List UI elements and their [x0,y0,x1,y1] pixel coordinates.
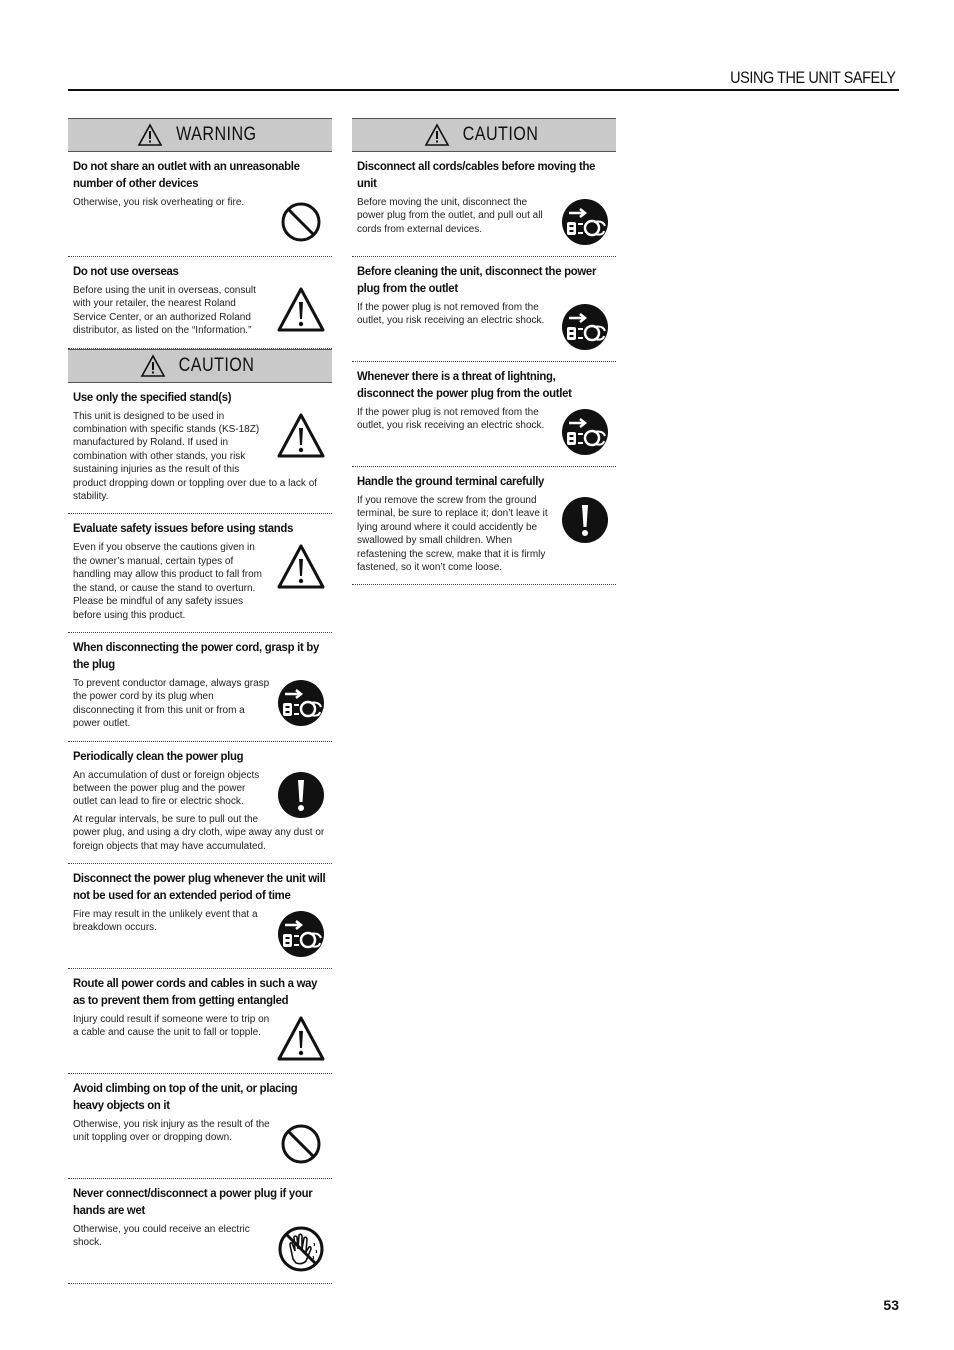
safety-item [68,633,332,742]
caution-triangle-icon [277,1015,327,1065]
safety-item-heading: Do not use overseas [73,264,179,278]
caution-section-left [68,349,332,1284]
caution-title-left: CAUTION [178,354,254,376]
safety-item-heading: Use only the specified stand(s) [73,389,232,404]
safety-item-heading: Never connect/disconnect a power plug if your hands are wet [73,1185,313,1217]
caution-title-right: CAUTION [462,124,538,145]
safety-item-text: Injury could result if someone were to trip on a cable and cause the unit to fall or topple. [73,1013,270,1039]
safety-item-text: Before moving the unit, disconnect the power plug from the outlet, and pull out all cords from external devices. [357,197,543,235]
unplug-icon [561,198,611,248]
safety-item-heading: Route all power cords and cables in such a way as to prevent them from getting entangled [73,975,318,1007]
safety-item-text: If the power plug is not removed from the outlet, you risk receiving an electric shock. [357,407,545,432]
safety-item [352,257,616,362]
safety-item [68,514,332,632]
unplug-icon [277,910,327,960]
warning-title: WARNING [175,124,257,145]
left-column [68,118,332,1284]
caution-band-right [352,118,616,152]
safety-item-text: Even if you observe the cautions given in the owner’s manual, certain types of handling may allow this product to fall from the stand, or cause the stand to overturn. Please be mindful of any safety issues before using this product. [73,542,262,621]
unplug-icon [277,679,327,729]
unplug-icon [561,303,611,353]
safety-item-heading: Whenever there is a threat of lightning, disconnect the power plug from the outlet [357,369,572,400]
caution-triangle-icon [140,354,166,378]
safety-item-heading: Disconnect all cords/cables before moving the unit [357,159,596,190]
safety-item-text: Otherwise, you risk overheating or fire. [73,197,245,208]
safety-item-text: This unit is designed to be used in combination with specific stands (KS-18Z) manufactured by Roland. If used in combination with other stands, you risk sustaining injuries as the result of this product dropping down or toppling over due to a lack of stability. [73,410,318,503]
safety-item-heading: When disconnecting the power cord, grasp it by the plug [73,639,319,671]
safety-item [68,864,332,969]
safety-item [68,383,332,515]
caution-triangle-icon [277,543,327,593]
warning-items [68,152,332,349]
safety-item [68,152,332,257]
safety-item-text: Before using the unit in overseas, consult with your retailer, the nearest Roland Service Center, or an authorized Roland distributor, as listed on the “Information.” [73,285,256,337]
page-number: 53 [883,1297,899,1313]
caution-items-right [352,152,616,585]
caution-triangle-icon [424,123,450,147]
safety-item-text: Otherwise, you could receive an electric shock. [73,1223,250,1249]
safety-item-text: To prevent conductor damage, always grasp the power cord by its plug when disconnecting it from this unit or from a power outlet. [73,677,270,730]
safety-item [68,257,332,349]
safety-item-text: If you remove the screw from the ground terminal, be sure to replace it; don’t leave it lying around where it could accidently be swallowed by small children. When refastening the screw, make that it is firmly fastened, so it won’t come loose. [357,495,548,574]
caution-band-left [68,349,332,383]
safety-item-heading: Avoid climbing on top of the unit, or placing heavy objects on it [73,1080,298,1112]
safety-item [68,969,332,1074]
safety-item [68,742,332,864]
safety-item-text: If the power plug is not removed from the outlet, you risk receiving an electric shock. [357,302,545,327]
caution-section-right [352,118,616,585]
safety-item-text: Fire may result in the unlikely event that a breakdown occurs. [73,908,258,934]
mandatory-icon [561,496,611,546]
unplug-icon [561,408,611,458]
safety-item-heading: Before cleaning the unit, disconnect the power plug from the outlet [357,264,597,295]
caution-triangle-icon [277,412,327,462]
safety-item-heading: Disconnect the power plug whenever the unit will not be used for an extended period of time [73,870,326,902]
safety-item-text: At regular intervals, be sure to pull out the power plug, and using a dry cloth, wipe away any dust or foreign objects that may have accumulated. [73,813,325,852]
safety-item-heading: Do not share an outlet with an unreasonable number of other devices [73,159,300,190]
safety-item [352,467,616,585]
safety-item [352,152,616,257]
caution-triangle-icon [277,286,327,336]
safety-item-text: Otherwise, you risk injury as the result of the unit toppling over or dropping down. [73,1118,270,1144]
header-rule [68,89,899,91]
safety-item-heading: Evaluate safety issues before using stands [73,521,294,536]
prohibited-icon [277,1120,327,1170]
warning-triangle-icon [137,123,163,147]
mandatory-icon [277,771,327,821]
safety-item-text: An accumulation of dust or foreign objects between the power plug and the power outlet can lead to fire or electric shock. [73,769,260,808]
caution-items-left [68,383,332,1284]
safety-item [352,362,616,467]
safety-item [68,1074,332,1179]
safety-item-heading: Periodically clean the power plug [73,748,244,763]
prohibited-icon [277,198,327,248]
right-column [352,118,616,585]
section-title: USING THE UNIT SAFELY [729,68,895,87]
no-wet-hands-icon [277,1225,327,1275]
warning-section [68,118,332,349]
warning-band [68,118,332,152]
safety-item-heading: Handle the ground terminal carefully [357,474,545,488]
safety-item [68,1179,332,1284]
